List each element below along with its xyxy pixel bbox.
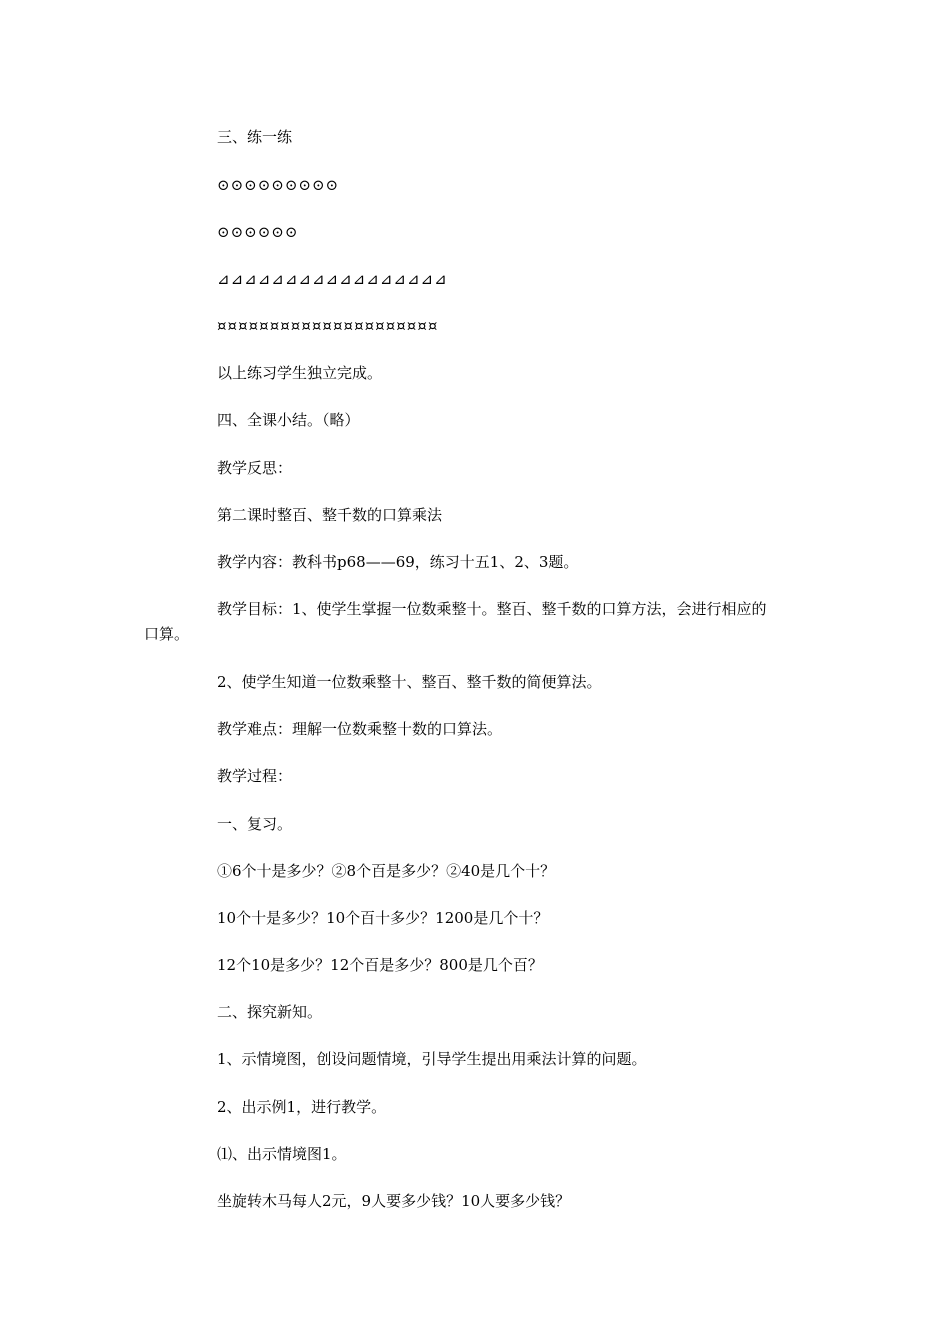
document-page: 三、练一练 ⊙⊙⊙⊙⊙⊙⊙⊙⊙ ⊙⊙⊙⊙⊙⊙ ⊿⊿⊿⊿⊿⊿⊿⊿⊿⊿⊿⊿⊿⊿⊿⊿⊿ ¤¤¤¤¤¤¤¤¤¤¤¤¤¤¤¤¤¤¤¤¤ 以上练习学生独立完成。 四、全课小结。（略） 教学反思： 第二课时整百、整千数的口算乘法 教学内容：教科书p68——69，练习十五1、2、3题。 教学目标：1、使学生掌握一位数乘整十。整百、整千数的口算方法，会进行相应的 口算。 2、使学生知道一位数乘整十、整百、整千数的简便算法。 教学难点：理解一位数乘整十数的口算法。 教学过程： 一、复习。 ①6个十是多少？②8个百是多少？②40是几个十？ 10个十是多少？10个百十多少？1200是几个十？ 12个10是多少？12个百是多少？800是几个百？ 二、探究新知。 1、示情境图，创设问题情境，引导学生提出用乘法计算的问题。 2、出示例1，进行教学。 ⑴、出示情境图1。 坐旋转木马每人2元，9人要多少钱？10人要多少钱？	[0, 0, 950, 1344]
paragraph-objective: 教学目标：1、使学生掌握一位数乘整十。整百、整千数的口算方法，会进行相应的 口算。	[144, 600, 767, 643]
